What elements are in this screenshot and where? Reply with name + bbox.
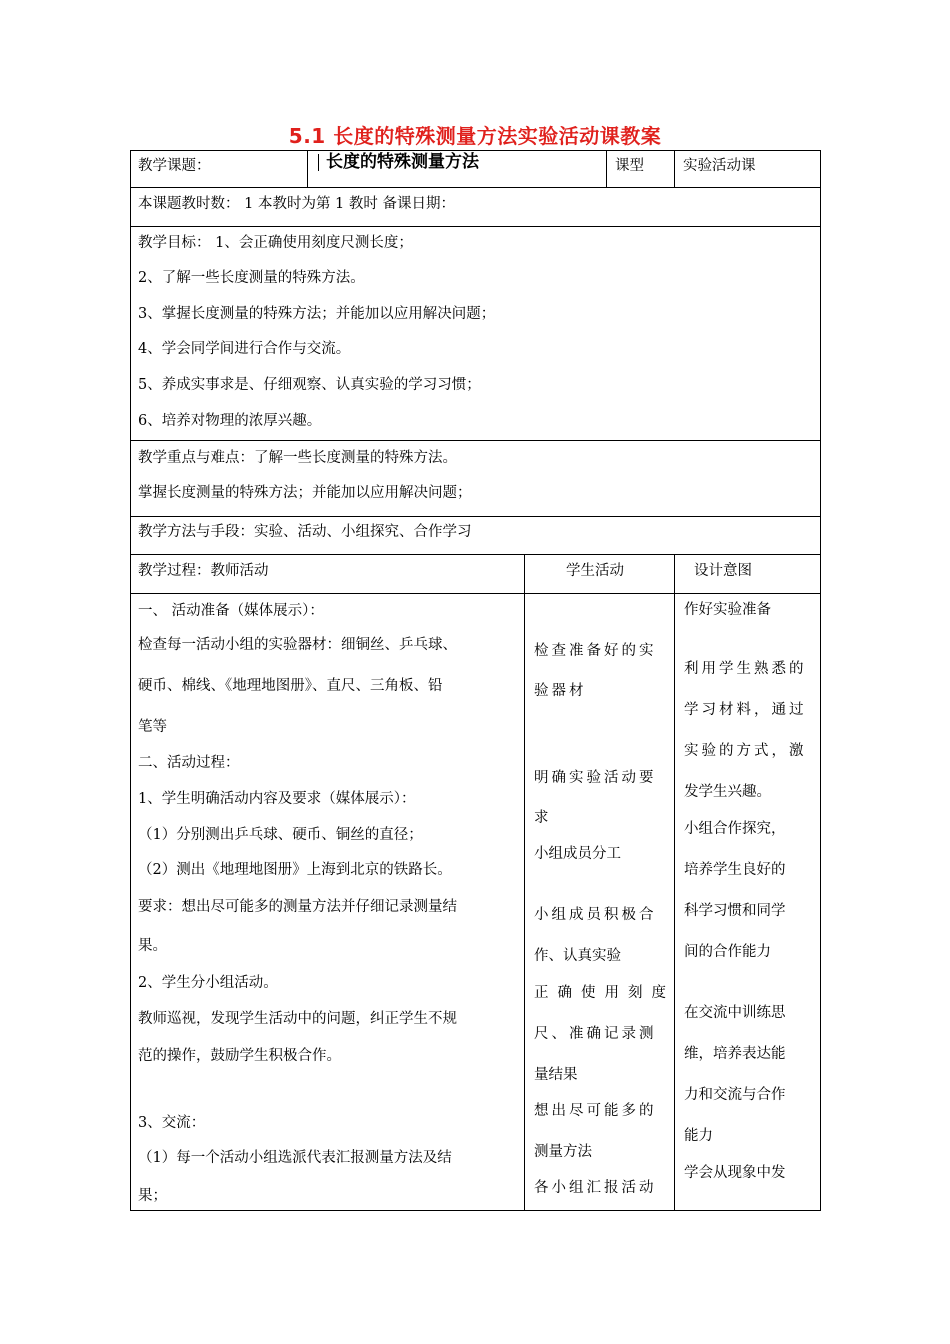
intent-line: 学习材料，通过 [684,702,807,718]
process-teacher-header: 教学过程：教师活动 [138,563,269,579]
teacher-line: 笔等 [138,719,167,735]
intent-line: 在交流中训练思 [684,1005,786,1021]
teacher-line: 一、 活动准备（媒体展示）： [138,603,324,619]
intent-line: 科学习惯和同学 [684,903,786,919]
objective-line: 3、掌握长度测量的特殊方法；并能加以应用解决问题； [138,306,496,322]
teacher-line: 二、活动过程： [138,755,240,771]
student-line: 小组成员积极合 [534,907,657,923]
key-point-line: 教学重点与难点：了解一些长度测量的特殊方法。 [138,450,457,466]
intent-line: 能力 [684,1128,713,1144]
topic-value: 长度的特殊测量方法 [326,152,479,172]
student-line: 想出尽可能多的 [534,1103,657,1119]
col-divider [674,554,675,1210]
row-divider [130,440,820,441]
teacher-line: 检查每一活动小组的实验器材：细铜丝、乒乓球、 [138,637,457,653]
document-title: 5.1 长度的特殊测量方法实验活动课教案 [288,124,662,148]
col-divider [674,150,675,187]
table-border-bottom [130,1210,820,1211]
intent-line: 利用学生熟悉的 [684,661,807,677]
intent-line: 小组合作探究， [684,821,786,837]
intent-line: 力和交流与合作 [684,1087,786,1103]
teacher-line: 2、学生分小组活动。 [138,975,278,991]
col-divider [524,554,525,1210]
table-border-right [820,150,821,1211]
teacher-line: 要求：想出尽可能多的测量方法并仔细记录测量结 [138,899,457,915]
student-line: 作、认真实验 [534,948,621,964]
hours-row: 本课题教时数： 1 本教时为第 1 教时 备课日期： [138,196,455,212]
objective-line: 6、培养对物理的浓厚兴趣。 [138,413,322,429]
student-line: 各小组汇报活动 [534,1180,657,1196]
teacher-line: （1）每一个活动小组选派代表汇报测量方法及结 [138,1150,452,1166]
student-line: 测量方法 [534,1144,592,1160]
process-intent-header: 设计意图 [694,563,752,579]
table-border-top [130,150,820,151]
process-student-header: 学生活动 [566,563,624,579]
teacher-line: 3、交流： [138,1115,206,1131]
col-divider [307,150,308,187]
text-cursor [318,154,319,171]
student-line: 正确使用刻度 [534,985,675,1001]
row-divider [130,593,820,594]
row-divider [130,226,820,227]
student-line: 量结果 [534,1067,578,1083]
student-line: 检查准备好的实 [534,643,657,659]
teacher-line: 教师巡视，发现学生活动中的问题，纠正学生不规 [138,1011,457,1027]
student-line: 明确实验活动要 [534,770,657,786]
teacher-line: 范的操作，鼓励学生积极合作。 [138,1048,341,1064]
intent-line: 实验的方式，激 [684,743,807,759]
teacher-line: （1）分别测出乒乓球、硬币、铜丝的直径； [138,827,423,843]
lesson-plan-table [130,150,820,1211]
row-divider [130,516,820,517]
table-border-left [130,150,131,1211]
teacher-line: （2）测出《地理地图册》上海到北京的铁路长。 [138,862,452,878]
objective-line: 5、养成实事求是、仔细观察、认真实验的学习习惯； [138,377,481,393]
type-label: 课型 [615,158,644,174]
student-line: 求 [534,810,552,826]
type-value: 实验活动课 [683,158,756,174]
row-divider [130,187,820,188]
intent-line: 作好实验准备 [684,602,771,618]
intent-line: 培养学生良好的 [684,862,786,878]
intent-line: 学会从现象中发 [684,1165,786,1181]
teacher-line: 硬币、棉线、《地理地图册》、直尺、三角板、铅 [138,678,443,694]
intent-line: 维，培养表达能 [684,1046,786,1062]
intent-line: 间的合作能力 [684,944,771,960]
col-divider [606,150,607,187]
objective-line: 教学目标： 1、会正确使用刻度尺测长度； [138,235,413,251]
row-divider [130,554,820,555]
teacher-line: 果。 [138,938,167,954]
student-line: 尺、准确记录测 [534,1026,657,1042]
teacher-line: 1、学生明确活动内容及要求（媒体展示）： [138,791,416,807]
objective-line: 2、了解一些长度测量的特殊方法。 [138,270,365,286]
key-point-line: 掌握长度测量的特殊方法；并能加以应用解决问题； [138,485,472,501]
objective-line: 4、学会同学间进行合作与交流。 [138,341,351,357]
intent-line: 发学生兴趣。 [684,784,771,800]
teacher-line: 果； [138,1188,167,1204]
methods-row: 教学方法与手段：实验、活动、小组探究、合作学习 [138,524,472,540]
topic-label: 教学课题： [138,158,211,174]
student-line: 验器材 [534,683,587,699]
student-line: 小组成员分工 [534,846,621,862]
